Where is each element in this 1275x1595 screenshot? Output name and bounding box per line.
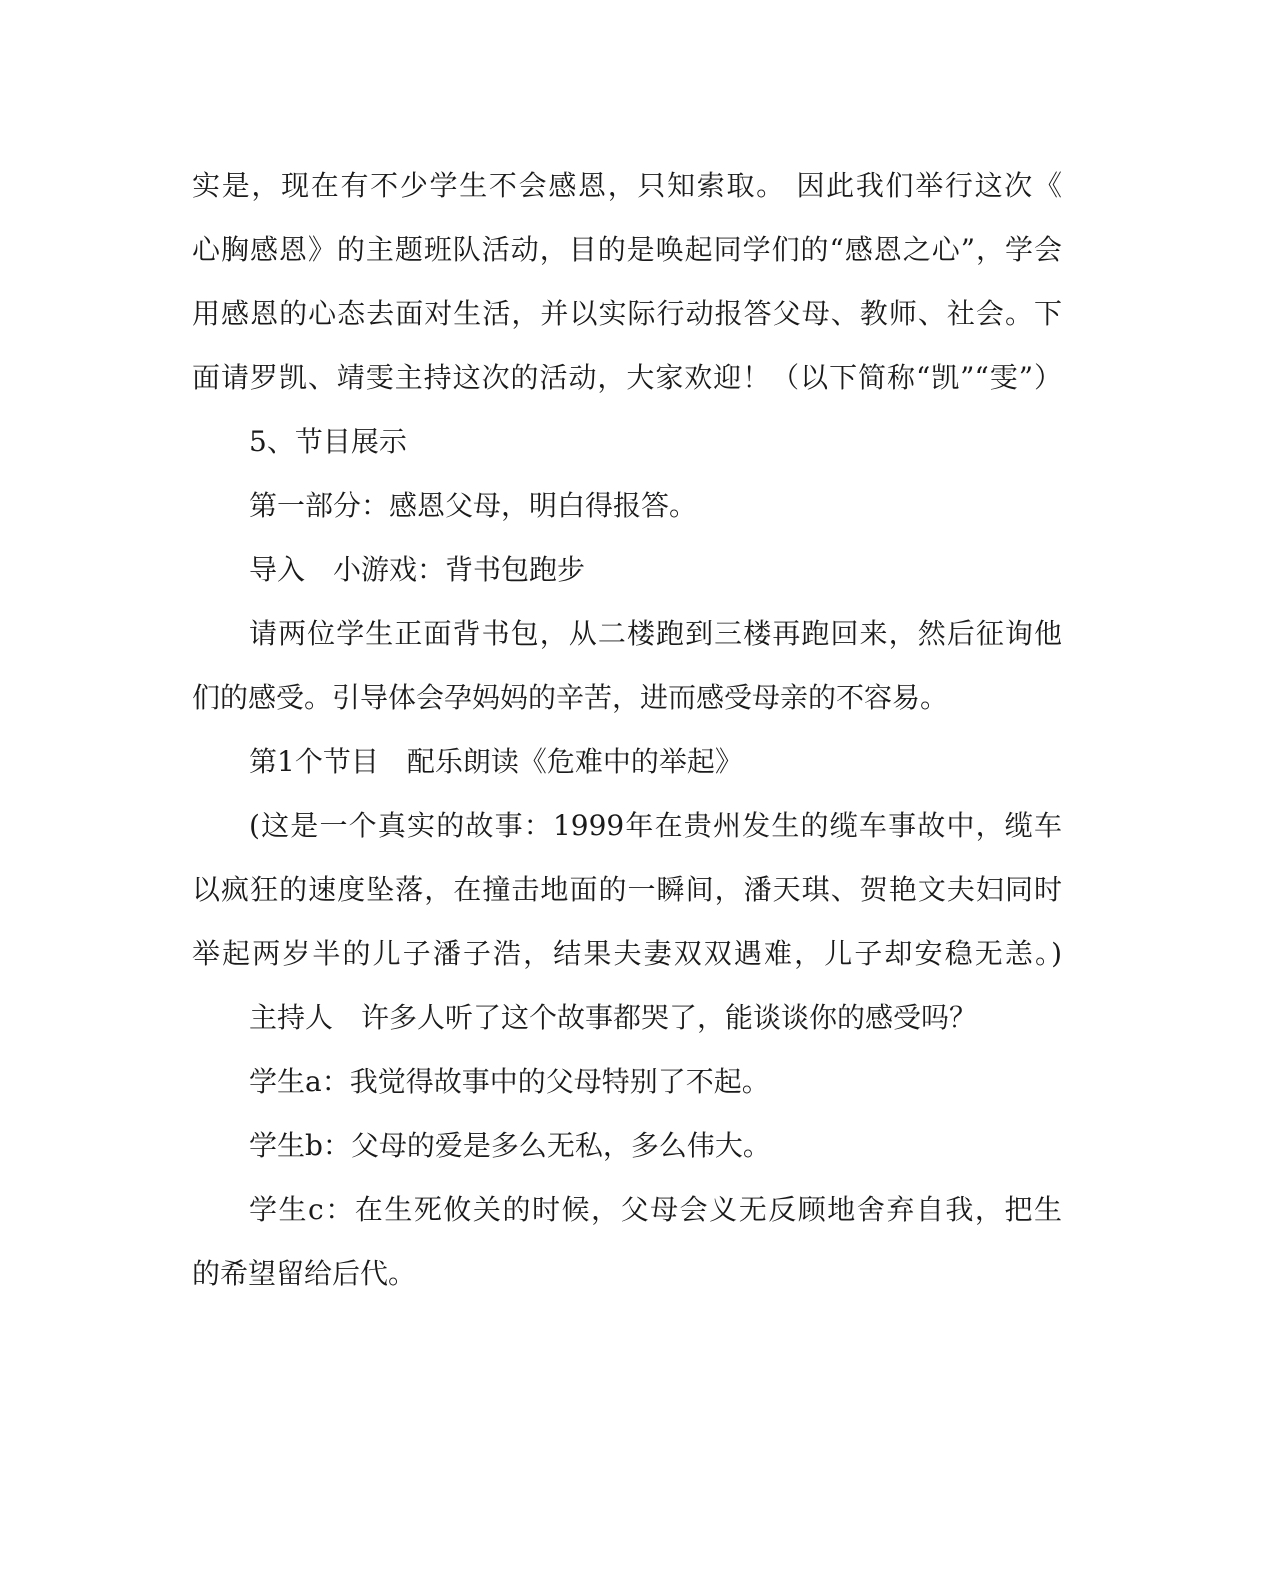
dialogue-line: 学生c：在生死攸关的时候，父母会义无反顾地舍弃自我，把生 <box>249 1193 1062 1226</box>
dialogue-line: 学生a：我觉得故事中的父母特别了不起。 <box>249 1065 770 1098</box>
program-heading: 第1个节目 配乐朗读《危难中的举起》 <box>249 745 743 778</box>
paragraph-line: 请两位学生正面背书包，从二楼跑到三楼再跑回来，然后征询他 <box>249 617 1062 650</box>
paragraph-line: 面请罗凯、靖雯主持这次的活动，大家欢迎！（以下简称“凯”“雯”） <box>192 361 1062 394</box>
paragraph-line: 实是，现在有不少学生不会感恩，只知索取。 因此我们举行这次《 <box>192 169 1062 202</box>
section-heading: 5、节目展示 <box>249 425 407 458</box>
dialogue-line: 学生b：父母的爱是多么无私，多么伟大。 <box>249 1129 771 1162</box>
paragraph-line: 以疯狂的速度坠落，在撞击地面的一瞬间，潘天琪、贺艳文夫妇同时 <box>192 873 1062 906</box>
dialogue-line: 主持人 许多人听了这个故事都哭了，能谈谈你的感受吗？ <box>249 1001 978 1034</box>
paragraph-line: 心胸感恩》的主题班队活动，目的是唤起同学们的“感恩之心”，学会 <box>192 233 1062 266</box>
paragraph-line: (这是一个真实的故事：1999年在贵州发生的缆车事故中，缆车 <box>249 809 1062 842</box>
paragraph-line: 用感恩的心态去面对生活，并以实际行动报答父母、教师、社会。下 <box>192 297 1062 330</box>
part-heading: 第一部分：感恩父母，明白得报答。 <box>249 489 698 522</box>
dialogue-line: 的希望留给后代。 <box>192 1257 417 1290</box>
activity-heading: 导入 小游戏：背书包跑步 <box>249 553 586 586</box>
paragraph-line: 们的感受。引导体会孕妈妈的辛苦，进而感受母亲的不容易。 <box>192 681 949 714</box>
paragraph-line: 举起两岁半的儿子潘子浩，结果夫妻双双遇难，儿子却安稳无恙。) <box>192 937 1062 970</box>
